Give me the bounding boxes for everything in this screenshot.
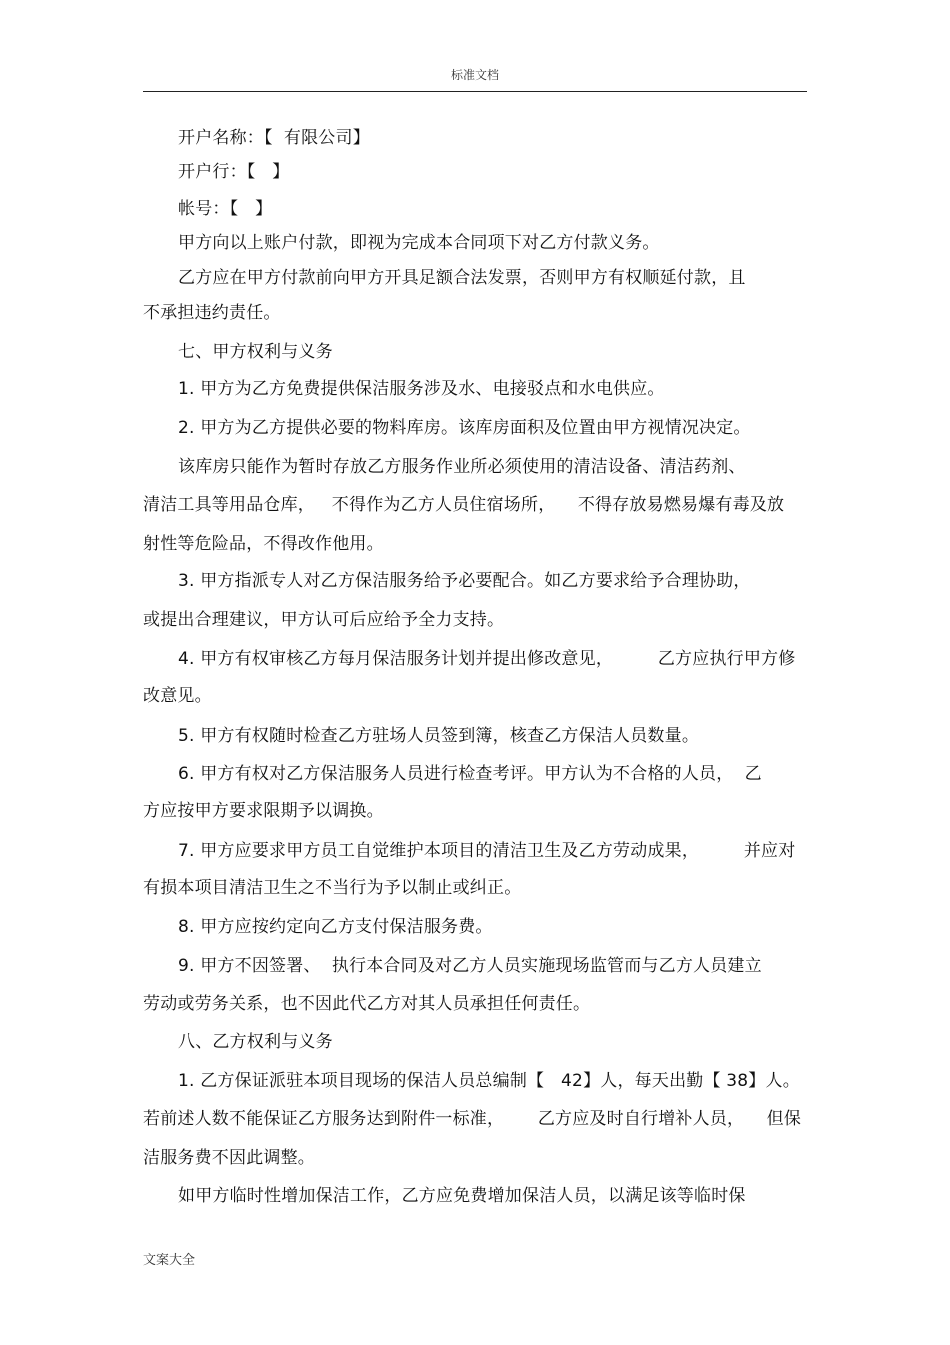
text-line: 6. 甲方有权对乙方保洁服务人员进行检查考评。甲方认为不合格的人员， 乙 [178,764,762,784]
text-line: 或提出合理建议，甲方认可后应给予全力支持。 [143,610,505,630]
text-line: 7. 甲方应要求甲方员工自觉维护本项目的清洁卫生及乙方劳动成果， 并应对 [178,841,796,861]
text-line: 如甲方临时性增加保洁工作，乙方应免费增加保洁人员，以满足该等临时保 [178,1186,746,1206]
text-line: 清洁工具等用品仓库， 不得作为乙方人员住宿场所， 不得存放易燃易爆有毒及放 [143,495,785,515]
page-footer-label: 文案大全 [143,1253,196,1268]
text-line: 劳动或劳务关系，也不因此代乙方对其人员承担任何责任。 [143,994,591,1014]
text-line: 9. 甲方不因签署、 执行本合同及对乙方人员实施现场监管而与乙方人员建立 [178,956,762,976]
text-line: 1. 甲方为乙方免费提供保洁服务涉及水、电接驳点和水电供应。 [178,379,665,399]
text-line: 4. 甲方有权审核乙方每月保洁服务计划并提出修改意见， 乙方应执行甲方修 [178,649,796,669]
section-heading: 八、乙方权利与义务 [178,1032,333,1052]
text-line: 射性等危险品，不得改作他用。 [143,534,384,554]
text-line: 乙方应在甲方付款前向甲方开具足额合法发票，否则甲方有权顺延付款，且 [178,268,746,288]
text-line: 方应按甲方要求限期予以调换。 [143,801,384,821]
text-line: 帐号：【 】 [178,199,273,219]
text-line: 5. 甲方有权随时检查乙方驻场人员签到簿，核查乙方保洁人员数量。 [178,726,700,746]
text-line: 洁服务费不因此调整。 [143,1148,315,1168]
text-line: 开户行：【 】 [178,162,290,182]
text-line: 若前述人数不能保证乙方服务达到附件一标准， 乙方应及时自行增补人员， 但保 [143,1109,802,1129]
text-line: 有损本项目清洁卫生之不当行为予以制止或纠正。 [143,878,522,898]
text-line: 不承担违约责任。 [143,303,281,323]
text-line: 改意见。 [143,686,212,706]
text-line: 该库房只能作为暂时存放乙方服务作业所必须使用的清洁设备、清洁药剂、 [178,457,746,477]
page-header-title: 标准文档 [450,68,499,82]
text-line: 2. 甲方为乙方提供必要的物料库房。该库房面积及位置由甲方视情况决定。 [178,418,751,438]
header-divider [143,91,807,92]
text-line: 8. 甲方应按约定向乙方支付保洁服务费。 [178,917,493,937]
text-line: 3. 甲方指派专人对乙方保洁服务给予必要配合。如乙方要求给予合理协助， [178,571,751,591]
text-line: 甲方向以上账户付款，即视为完成本合同项下对乙方付款义务。 [178,233,660,253]
text-line: 1. 乙方保证派驻本项目现场的保洁人员总编制【 42】人，每天出勤【 38】人。 [178,1071,800,1091]
text-line: 开户名称：【 有限公司】 [178,128,370,148]
section-heading: 七、甲方权利与义务 [178,342,333,362]
